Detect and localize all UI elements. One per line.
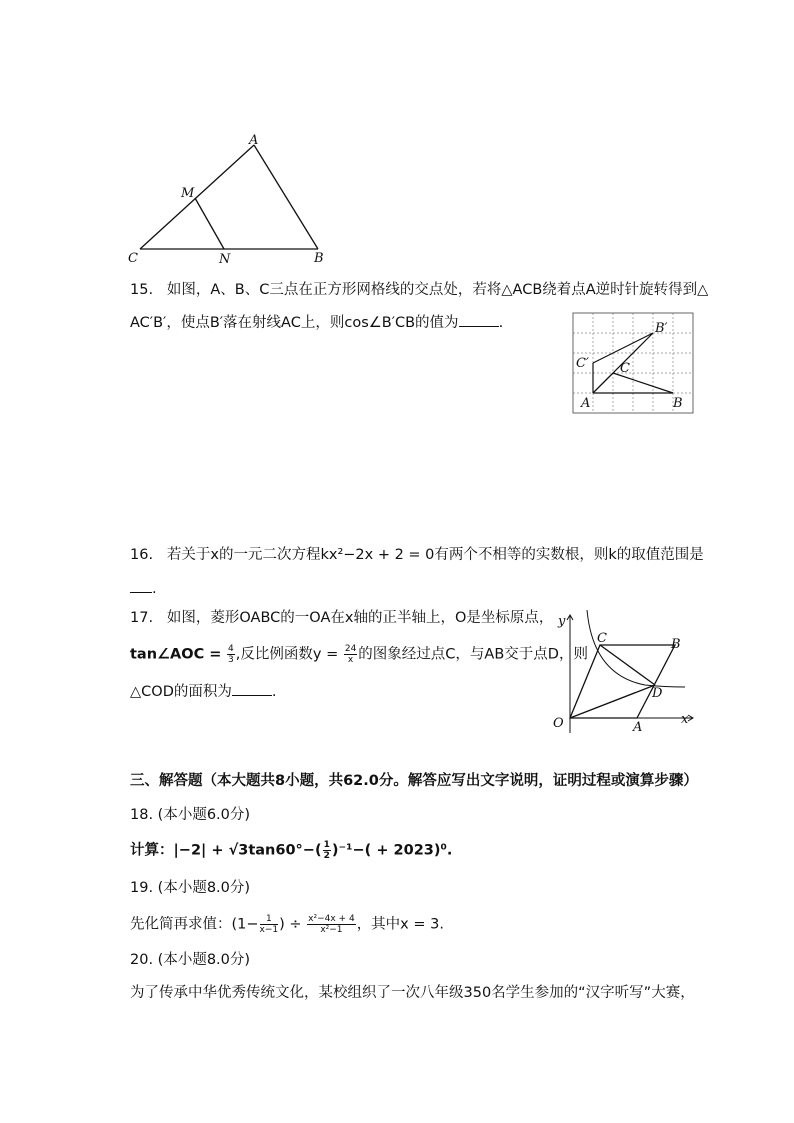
q17-line2 bbox=[130, 644, 588, 665]
q16-line1 bbox=[130, 545, 704, 565]
q17-text-line2c: 的图象经过点C，与AB交于点D，则 bbox=[358, 646, 588, 663]
side-ab bbox=[254, 145, 318, 249]
grid-figure bbox=[568, 308, 696, 416]
fig-label-a: A bbox=[633, 720, 643, 735]
grid-label-a: A bbox=[581, 396, 591, 411]
axis-label-x: x bbox=[681, 712, 689, 727]
q18-expression: 计算：|−2| + √3tan60°−( $\frac{1}{2}$ )⁻¹−( + 2023)⁰. bbox=[130, 840, 453, 861]
axis-label-y: y bbox=[558, 614, 566, 629]
fig-label-d: D bbox=[652, 686, 663, 701]
q17-func-fraction: $\frac{24}{x}$ bbox=[344, 644, 357, 665]
label-n: N bbox=[219, 252, 231, 267]
q16-line2: . bbox=[130, 578, 157, 599]
q20-header: 20. (本小题8.0分) bbox=[130, 952, 251, 968]
q17-func-label: ,反比例函数y = bbox=[235, 646, 339, 663]
label-m: M bbox=[181, 186, 195, 201]
grid-label-c: C bbox=[620, 361, 630, 376]
q16-answer-blank[interactable] bbox=[130, 578, 152, 593]
grid-label-cprime: C′ bbox=[576, 356, 589, 371]
q19-fraction-1: $\frac{1}{x-1}$ bbox=[259, 914, 279, 935]
q17-text-line1: 如图，菱形OABC的一OA在x轴的正半轴上，O是坐标原点， bbox=[166, 610, 554, 626]
q17-tan-fraction: $\frac{4}{3}$ bbox=[228, 644, 234, 665]
q16-number: 16. bbox=[130, 547, 154, 563]
q15-line2: AC′B′，使点B′落在射线AC上，则cos∠B′CB的值为 . bbox=[130, 312, 503, 333]
q17-line1 bbox=[130, 608, 553, 628]
q19-expression: 先化简再求值：(1− $\frac{1}{x-1}$ ) ÷ $\frac{\text{x²−4x + 4}}{\text{x²−1}}$ ，其中x = 3. bbox=[130, 914, 444, 935]
segment-mn bbox=[195, 198, 224, 249]
q15-answer-blank[interactable] bbox=[459, 312, 499, 327]
q18-header: 18. (本小题6.0分) bbox=[130, 807, 251, 823]
q17-tan-label: tan∠AOC = bbox=[130, 646, 222, 663]
fig-label-o: O bbox=[553, 716, 564, 731]
label-a: A bbox=[249, 133, 259, 148]
q16-text: 若关于x的一元二次方程kx²−2x + 2 = 0有两个不相等的实数根，则k的取值范围是 bbox=[166, 547, 704, 563]
q17-number: 17. bbox=[130, 610, 154, 626]
fig-label-b: B bbox=[671, 637, 681, 652]
triangle-figure bbox=[120, 130, 340, 270]
fig-label-c: C bbox=[597, 631, 607, 646]
q15-number: 15. bbox=[130, 282, 154, 298]
q19-fraction-2: $\frac{\text{x²−4x + 4}}{\text{x²−1}}$ bbox=[308, 914, 355, 935]
q15-text-line1: 如图，A、B、C三点在正方形网格线的交点处，若将△ACB绕着点A逆时针旋转得到△ bbox=[166, 282, 709, 298]
grid-label-bprime: B′ bbox=[655, 321, 668, 336]
side-ca bbox=[140, 145, 254, 249]
segment-od bbox=[570, 685, 655, 718]
q20-text: 为了传承中华优秀传统文化，某校组织了一次八年级350名学生参加的“汉字听写”大赛， bbox=[130, 985, 695, 1001]
q18-half-fraction: $\frac{1}{2}$ bbox=[323, 840, 330, 861]
q19-header: 19. (本小题8.0分) bbox=[130, 880, 251, 896]
q17-answer-blank[interactable] bbox=[232, 681, 272, 696]
q17-line3: △COD的面积为 . bbox=[130, 681, 276, 702]
label-b: B bbox=[314, 251, 324, 266]
grid-label-b: B bbox=[673, 396, 683, 411]
section-3-heading: 三、解答题（本大题共8小题，共62.0分。解答应写出文字说明，证明过程或演算步骤） bbox=[130, 773, 698, 789]
label-c: C bbox=[128, 251, 138, 266]
q15-line1 bbox=[130, 280, 708, 300]
rhombus-oabc bbox=[570, 645, 675, 718]
q15-text-line2: AC′B′，使点B′落在射线AC上，则cos∠B′CB的值为 bbox=[130, 315, 459, 331]
rhombus-figure bbox=[545, 605, 705, 735]
q17-text-line3: △COD的面积为 bbox=[130, 684, 232, 700]
